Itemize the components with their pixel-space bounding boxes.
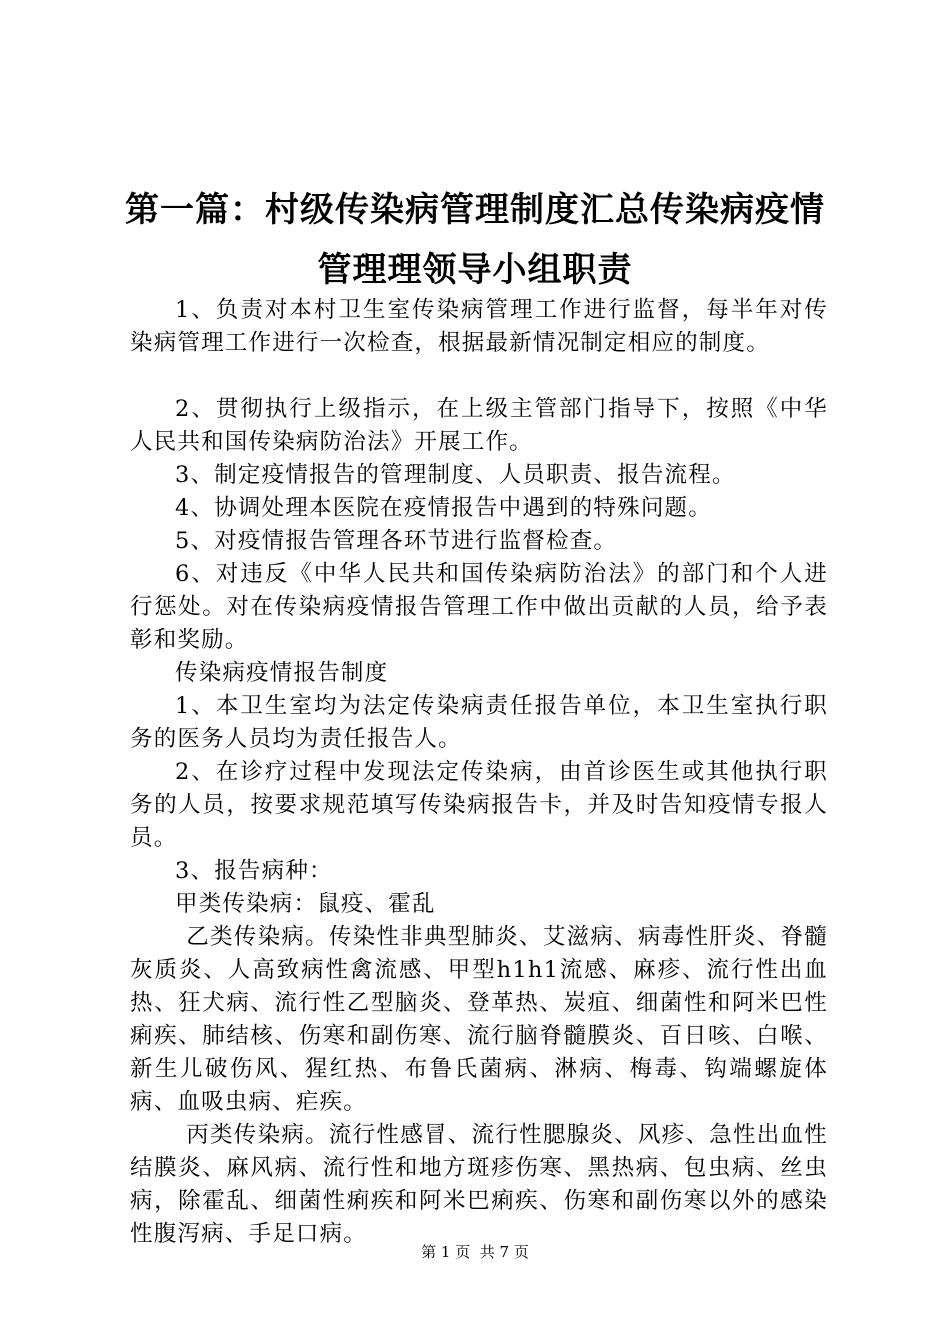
paragraph: 3、制定疫情报告的管理制度、人员职责、报告流程。: [175, 462, 736, 488]
paragraph: 1、负责对本村卫生室传染病管理工作进行监督，每半年对传染病管理工作进行一次检查，根据最新情况制定相应的制度。: [130, 297, 828, 356]
paragraph: 2、在诊疗过程中发现法定传染病，由首诊医生或其他执行职务的人员，按要求规范填写传染病报告卡，并及时告知疫情专报人员。: [130, 759, 828, 851]
paragraph: 3、报告病种：: [175, 858, 333, 884]
paragraph: 5、对疫情报告管理各环节进行监督检查。: [175, 528, 618, 554]
paragraph: 2、贯彻执行上级指示，在上级主管部门指导下，按照《中华人民共和国传染病防治法》开展工作。: [130, 396, 828, 455]
paragraph: 4、协调处理本医院在疫情报告中遇到的特殊问题。: [175, 495, 712, 521]
paragraph: 甲类传染病：鼠疫、霍乱: [175, 891, 436, 917]
document-body: [130, 294, 828, 1251]
document-title-line1: 第一篇：村级传染病管理制度汇总传染病疫情: [125, 190, 825, 230]
paragraph: 乙类传染病。传染性非典型肺炎、艾滋病、病毒性肝炎、脊髓灰质炎、人高致病性禽流感、甲型h1h1流感、麻疹、流行性出血热、狂犬病、流行性乙型脑炎、登革热、炭疽、细菌性和阿米巴性痢疾、肺结核、伤寒和副伤寒、流行脑脊髓膜炎、百日咳、白喉、新生儿破伤风、猩红热、布鲁氏菌病、淋病、梅毒、钩端螺旋体病、血吸虫病、疟疾。: [130, 924, 828, 1115]
section-heading: 传染病疫情报告制度: [175, 660, 389, 686]
document-title-line2: 管理理领导小组职责: [317, 250, 633, 290]
paragraph: 6、对违反《中华人民共和国传染病防治法》的部门和个人进行惩处。对在传染病疫情报告管理工作中做出贡献的人员，给予表彰和奖励。: [130, 561, 828, 653]
paragraph: 1、本卫生室均为法定传染病责任报告单位，本卫生室执行职务的医务人员均为责任报告人。: [130, 693, 828, 752]
page-number-footer: 第 1 页 共 7 页: [421, 1243, 529, 1261]
paragraph: 丙类传染病。流行性感冒、流行性腮腺炎、风疹、急性出血性结膜炎、麻风病、流行性和地方斑疹伤寒、黑热病、包虫病、丝虫病，除霍乱、细菌性痢疾和阿米巴痢疾、伤寒和副伤寒以外的感染性腹泻病、手足口病。: [130, 1122, 828, 1247]
